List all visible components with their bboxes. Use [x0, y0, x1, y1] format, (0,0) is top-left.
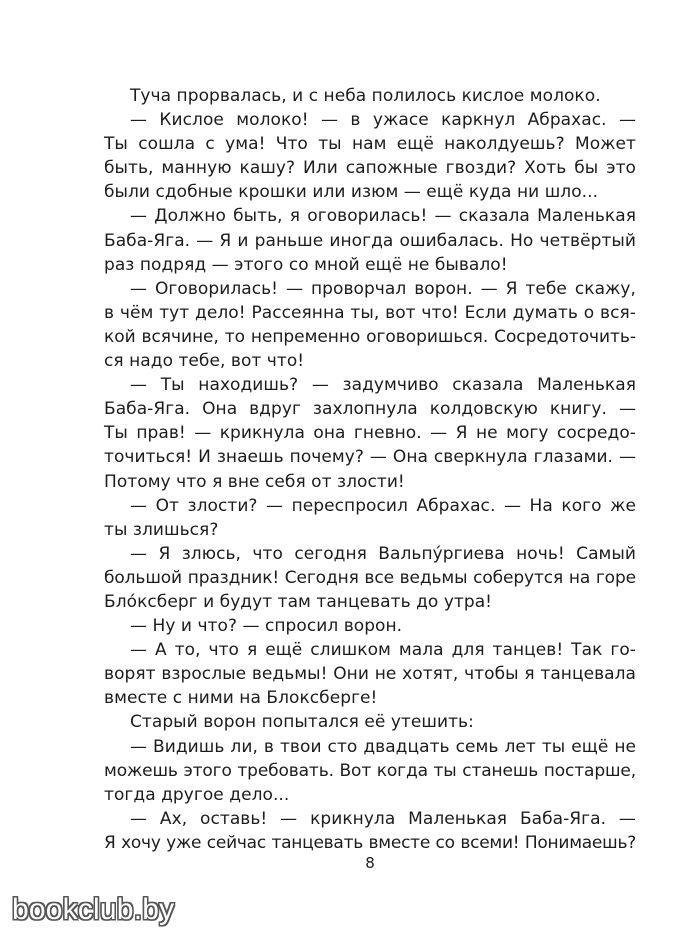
text-line: ворят взрослые ведьмы! Они не хотят, чтобы я танцевала: [104, 664, 636, 685]
watermark: bookclub.by: [12, 893, 175, 926]
text-line: Баба-Яга. — Я и раньше иногда ошибалась. Но четвёртый: [104, 230, 636, 251]
text-line: ты злишься?: [104, 519, 219, 540]
text-line: ся надо тебе, вот что!: [104, 351, 305, 372]
text-line: Старый ворон попытался её утешить:: [130, 712, 474, 733]
text-line: быть, манную кашу? Или сапожные гвозди? Хоть бы это: [104, 158, 636, 179]
text-line: можешь этого требовать. Вот когда ты станешь постарше,: [104, 760, 636, 781]
text-line: Туча прорвалась, и с неба полилось кислое молоко.: [130, 86, 601, 106]
text-line: Я хочу уже сейчас танцевать вместе со всеми! Понимаешь?: [104, 832, 636, 853]
text-line: Бло́ксберг и будут там танцевать до утра!: [104, 591, 493, 612]
text-line: — Оговорилась! — проворчал ворон. — Я тебе скажу,: [130, 278, 636, 299]
text-line: тогда другое дело...: [104, 784, 290, 805]
text-line: Ты сошла с ума! Что ты нам ещё наколдуешь? Может: [104, 134, 636, 155]
text-line: — Кислое молоко! — в ужасе каркнул Абрахас. —: [130, 110, 636, 131]
text-line: Потому что я вне себя от злости!: [104, 471, 405, 492]
text-line: были сдобные крошки или изюм — ещё куда ни шло...: [104, 182, 599, 203]
text-line: — Видишь ли, в твои сто двадцать семь лет ты ещё не: [130, 736, 636, 757]
text-line: вместе с ними на Блоксберге!: [104, 688, 378, 709]
text-line: раз подряд — этого со мной ещё не бывало!: [104, 254, 508, 275]
text-line: Ты прав! — крикнула она гневно. — Я не могу сосредо-: [104, 423, 636, 444]
text-line: — Ты находишь? — задумчиво сказала Маленькая: [130, 375, 636, 396]
text-line: большой праздник! Сегодня все ведьмы соберутся на горе: [104, 567, 636, 588]
text-line: — Ну и что? — спросил ворон.: [130, 616, 403, 637]
text-line: — Должно быть, я оговорилась! — сказала Маленькая: [130, 206, 636, 227]
text-line: точиться! И знаешь почему? — Она сверкнула глазами. —: [104, 447, 636, 468]
text-line: Баба-Яга. Она вдруг захлопнула колдовскую книгу. —: [104, 399, 636, 420]
text-line: в чём тут дело! Рассеянна ты, вот что! Если думать о вся-: [104, 302, 636, 323]
text-line: — От злости? — переспросил Абрахас. — На кого же: [130, 495, 636, 516]
text-line: кой всячине, то непременно оговоришься. Сосредоточить-: [104, 326, 636, 347]
page-number: 8: [365, 854, 375, 872]
body-text: [104, 84, 636, 855]
text-line: — Я злюсь, что сегодня Вальпу́ргиева ночь! Самый: [130, 543, 636, 564]
text-line: — А то, что я ещё слишком мала для танцев! Так го-: [130, 640, 636, 661]
text-line: — Ах, оставь! — крикнула Маленькая Баба-Яга. —: [130, 808, 636, 829]
